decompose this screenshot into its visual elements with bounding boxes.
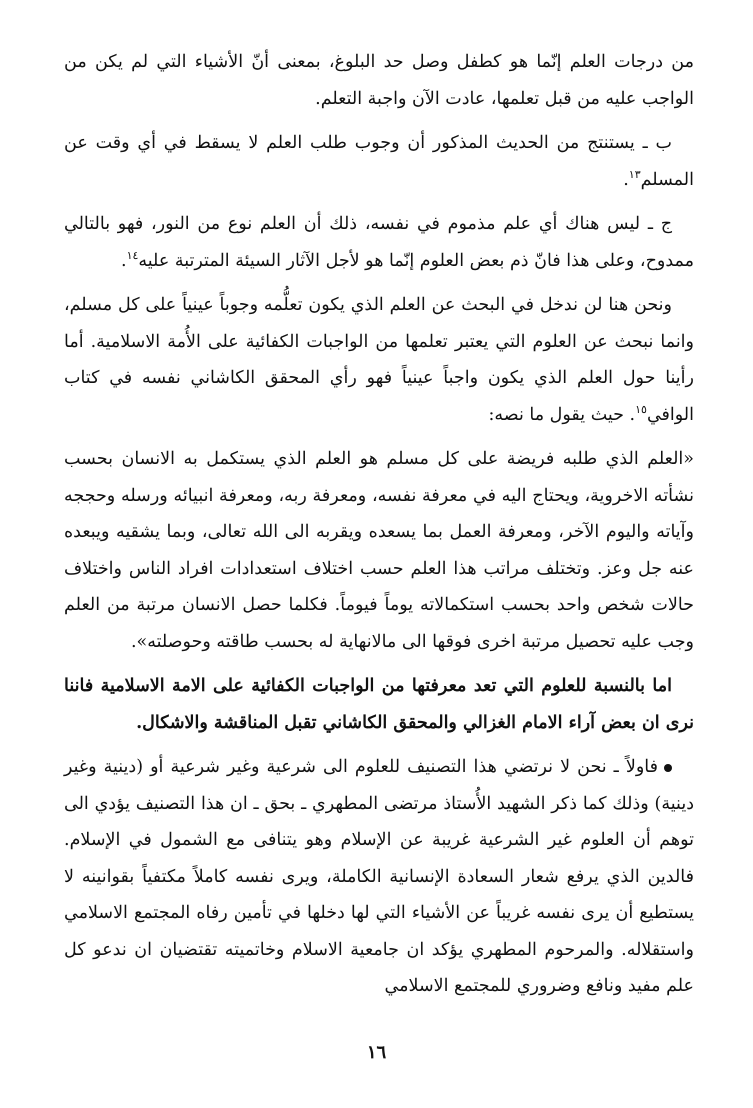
paragraph-6-text: اما بالنسبة للعلوم التي تعد معرفتها من الواجبات الكفائية على الامة الاسلامية فاننا نرى ان بعض آراء الامام الغزالي والمحقق الكاشاني تقبل المناقشة والاشكال. [64, 676, 694, 733]
paragraph-4-tail: . حيث يقول ما نصه: [488, 404, 636, 425]
footnote-ref-13[interactable]: ١٣ [628, 167, 641, 181]
paragraph-5-text: «العلم الذي طلبه فريضة على كل مسلم هو العلم الذي يستكمل به الانسان بحسب نشأته الاخروية، ويحتاج اليه في معرفة نفسه، ومعرفة ربه، ومعرفة انبيائه ورسله وحججه وآياته واليوم الآخر، ومعرفة العمل بما يسعده ويقربه الى الله تعالى، وبما يشقيه ويبعده عنه جل وعز. وتختلف مراتب هذا العلم حسب اختلاف استعدادات افراد الناس واختلاف حالات شخص واحد بحسب استكمالاته يوماً فيوماً. فكلما حصل الانسان مرتبة من العلم وجب عليه تحصيل مرتبة اخرى فوقها الى مالانهاية له بحسب طاقته وحوصلته». [64, 449, 694, 652]
paragraph-4 [64, 287, 694, 433]
bullet-icon [664, 764, 672, 772]
paragraph-5-quote [64, 441, 694, 660]
body-text [64, 44, 694, 1013]
paragraph-3-tail: . [120, 250, 127, 271]
footnote-ref-14[interactable]: ١٤ [126, 248, 139, 262]
paragraph-3-text: ج ـ ليس هناك أي علم مذموم في نفسه، ذلك أن العلم نوع من النور، فهو بالتالي ممدوح، وعلى هذا فانّ ذم بعض العلوم إنّما هو لأجل الآثار السيئة المترتبة عليه [64, 214, 694, 271]
paragraph-4-text: ونحن هنا لن ندخل في البحث عن العلم الذي يكون تعلُّمه وجوباً عينياً على كل مسلم، وانما نبحث عن العلوم التي يعتبر تعلمها من الواجبات الكفائية على الأُمة الاسلامية. أما رأينا حول العلم الذي يكون واجباً عينياً فهو رأي المحقق الكاشاني نفسه في كتاب الوافي [64, 295, 694, 425]
paragraph-2 [64, 125, 694, 198]
paragraph-3 [64, 206, 694, 279]
paragraph-2-text: ب ـ يستنتج من الحديث المذكور أن وجوب طلب العلم لا يسقط في أي وقت عن المسلم [64, 133, 694, 190]
footnote-ref-15[interactable]: ١٥ [635, 402, 647, 416]
paragraph-1-text: من درجات العلم إنّما هو كطفل وصل حد البلوغ، بمعنى أنّ الأشياء التي لم يكن من الواجب عليه من قبل تعلمها، عادت الآن واجبة التعلم. [64, 52, 694, 109]
paragraph-6 [64, 668, 694, 741]
paragraph-7 [64, 749, 694, 1005]
page-number: ١٦ [366, 1042, 387, 1063]
paragraph-2-tail: . [623, 169, 629, 190]
paragraph-7-text: فاولاً ـ نحن لا نرتضي هذا التصنيف للعلوم الى شرعية وغير شرعية أو (دينية وغير دينية) وذلك كما ذكر الشهيد الأُستاذ مرتضى المطهري ـ بحق ـ ان هذا التصنيف يؤدي الى توهم أن العلوم غير الشرعية غريبة عن الإسلام وهو يتنافى مع الشمول في الإسلام. فالدين الذي يرفع شعار السعادة الإنسانية الكاملة، ويرى نفسه كاملاً مكتفياً بقوانينه لا يستطيع أن يرى نفسه غريباً عن الأشياء التي لها دخلها في تأمين رفاه المجتمع الاسلامي واستقلاله. والمرحوم المطهري يؤكد ان جامعية الاسلام وخاتميته تقتضيان ان ندعو كل علم مفيد ونافع وضروري للمجتمع الاسلامي [64, 757, 694, 996]
paragraph-1 [64, 44, 694, 117]
